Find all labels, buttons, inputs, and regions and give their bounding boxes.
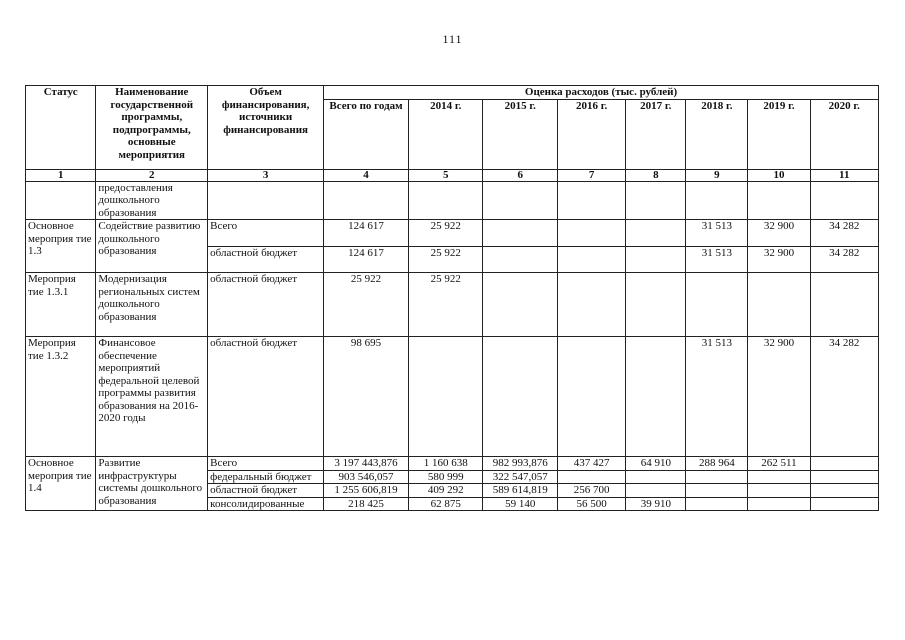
value-cell bbox=[810, 457, 878, 471]
value-cell bbox=[686, 273, 748, 337]
value-cell: 34 282 bbox=[810, 220, 878, 247]
header-year: 2017 г. bbox=[626, 99, 686, 169]
value-cell: 322 547,057 bbox=[483, 470, 558, 484]
value-cell: 1 255 606,819 bbox=[324, 484, 409, 498]
value-cell bbox=[626, 337, 686, 457]
value-cell: 288 964 bbox=[686, 457, 748, 471]
value-cell bbox=[483, 220, 558, 247]
column-number: 5 bbox=[408, 169, 483, 181]
value-cell: 1 160 638 bbox=[408, 457, 483, 471]
value-cell: 31 513 bbox=[686, 220, 748, 247]
value-cell: 32 900 bbox=[748, 337, 810, 457]
column-number: 7 bbox=[557, 169, 625, 181]
column-number: 1 bbox=[26, 169, 96, 181]
column-number: 3 bbox=[208, 169, 324, 181]
value-cell: 34 282 bbox=[810, 246, 878, 273]
value-cell: 32 900 bbox=[748, 246, 810, 273]
value-cell: 437 427 bbox=[557, 457, 625, 471]
value-cell: 25 922 bbox=[324, 273, 409, 337]
value-cell bbox=[810, 273, 878, 337]
column-number: 9 bbox=[686, 169, 748, 181]
value-cell bbox=[408, 337, 483, 457]
source-cell: областной бюджет bbox=[208, 246, 324, 273]
header-total: Всего по годам bbox=[324, 99, 409, 169]
value-cell: 98 695 bbox=[324, 337, 409, 457]
name-cell: предоставления дошкольного образования bbox=[96, 181, 208, 220]
status-cell bbox=[26, 181, 96, 220]
status-cell: Мероприя тие 1.3.2 bbox=[26, 337, 96, 457]
value-cell bbox=[810, 497, 878, 511]
name-cell: Финансовое обеспечение мероприятий федеральной целевой программы развития образования на 2016-2020 годы bbox=[96, 337, 208, 457]
source-cell: Всего bbox=[208, 457, 324, 471]
table-row bbox=[26, 273, 879, 337]
value-cell: 262 511 bbox=[748, 457, 810, 471]
value-cell bbox=[686, 484, 748, 498]
status-cell: Основное мероприя тие 1.4 bbox=[26, 457, 96, 511]
value-cell bbox=[748, 497, 810, 511]
value-cell bbox=[626, 470, 686, 484]
value-cell: 580 999 bbox=[408, 470, 483, 484]
source-cell: федеральный бюджет bbox=[208, 470, 324, 484]
value-cell: 32 900 bbox=[748, 220, 810, 247]
value-cell: 39 910 bbox=[626, 497, 686, 511]
value-cell: 34 282 bbox=[810, 337, 878, 457]
value-cell: 56 500 bbox=[557, 497, 625, 511]
header-volume: Объем финансирования, источники финансирования bbox=[208, 86, 324, 170]
value-cell: 25 922 bbox=[408, 246, 483, 273]
table-row bbox=[26, 337, 879, 457]
value-cell bbox=[557, 246, 625, 273]
header-year: 2020 г. bbox=[810, 99, 878, 169]
value-cell bbox=[557, 337, 625, 457]
column-number: 8 bbox=[626, 169, 686, 181]
value-cell bbox=[686, 470, 748, 484]
value-cell bbox=[626, 484, 686, 498]
value-cell: 256 700 bbox=[557, 484, 625, 498]
header-year: 2015 г. bbox=[483, 99, 558, 169]
page-number: 111 bbox=[442, 32, 463, 46]
value-cell: 25 922 bbox=[408, 220, 483, 247]
value-cell: 3 197 443,876 bbox=[324, 457, 409, 471]
status-cell: Основное мероприя тие 1.3 bbox=[26, 220, 96, 273]
header-year: 2018 г. bbox=[686, 99, 748, 169]
value-cell bbox=[810, 470, 878, 484]
value-cell: 409 292 bbox=[408, 484, 483, 498]
column-number: 2 bbox=[96, 169, 208, 181]
value-cell bbox=[748, 273, 810, 337]
name-cell: Развитие инфраструктуры системы дошкольного образования bbox=[96, 457, 208, 511]
name-cell: Содействие развитию дошкольного образования bbox=[96, 220, 208, 273]
header-row-1 bbox=[26, 86, 879, 100]
table-row bbox=[26, 181, 879, 220]
column-number: 4 bbox=[324, 169, 409, 181]
source-cell: Всего bbox=[208, 220, 324, 247]
source-cell: областной бюджет bbox=[208, 337, 324, 457]
value-cell: 31 513 bbox=[686, 337, 748, 457]
source-cell: областной бюджет bbox=[208, 484, 324, 498]
value-cell: 218 425 bbox=[324, 497, 409, 511]
name-cell: Модернизация региональных систем дошкольного образования bbox=[96, 273, 208, 337]
header-status: Статус bbox=[26, 86, 96, 170]
value-cell bbox=[483, 337, 558, 457]
value-cell: 982 993,876 bbox=[483, 457, 558, 471]
value-cell: 903 546,057 bbox=[324, 470, 409, 484]
value-cell: 124 617 bbox=[324, 220, 409, 247]
header-estimate: Оценка расходов (тыс. рублей) bbox=[324, 86, 879, 100]
column-number: 11 bbox=[810, 169, 878, 181]
source-cell bbox=[208, 181, 324, 220]
column-number: 6 bbox=[483, 169, 558, 181]
header-year: 2016 г. bbox=[557, 99, 625, 169]
value-cell bbox=[557, 220, 625, 247]
header-year: 2014 г. bbox=[408, 99, 483, 169]
value-cell: 589 614,819 bbox=[483, 484, 558, 498]
value-cell bbox=[686, 497, 748, 511]
value-cell bbox=[626, 220, 686, 247]
value-cell: 31 513 bbox=[686, 246, 748, 273]
source-cell: областной бюджет bbox=[208, 273, 324, 337]
value-cell bbox=[483, 246, 558, 273]
table-row bbox=[26, 220, 879, 247]
table-row bbox=[26, 457, 879, 471]
value-cell: 64 910 bbox=[626, 457, 686, 471]
header-year: 2019 г. bbox=[748, 99, 810, 169]
value-cell bbox=[748, 484, 810, 498]
column-number: 10 bbox=[748, 169, 810, 181]
value-cell bbox=[483, 273, 558, 337]
status-cell: Мероприя тие 1.3.1 bbox=[26, 273, 96, 337]
value-cell: 25 922 bbox=[408, 273, 483, 337]
value-cell bbox=[626, 246, 686, 273]
value-cell bbox=[626, 273, 686, 337]
value-cell: 59 140 bbox=[483, 497, 558, 511]
source-cell: консолидированные bbox=[208, 497, 324, 511]
value-cell bbox=[810, 484, 878, 498]
value-cell: 62 875 bbox=[408, 497, 483, 511]
value-cell bbox=[557, 470, 625, 484]
column-number-row bbox=[26, 169, 879, 181]
value-cell bbox=[557, 273, 625, 337]
value-cell: 124 617 bbox=[324, 246, 409, 273]
header-name: Наименование государственной программы, подпрограммы, основные мероприятия bbox=[96, 86, 208, 170]
expenditure-table bbox=[25, 85, 879, 511]
value-cell bbox=[748, 470, 810, 484]
